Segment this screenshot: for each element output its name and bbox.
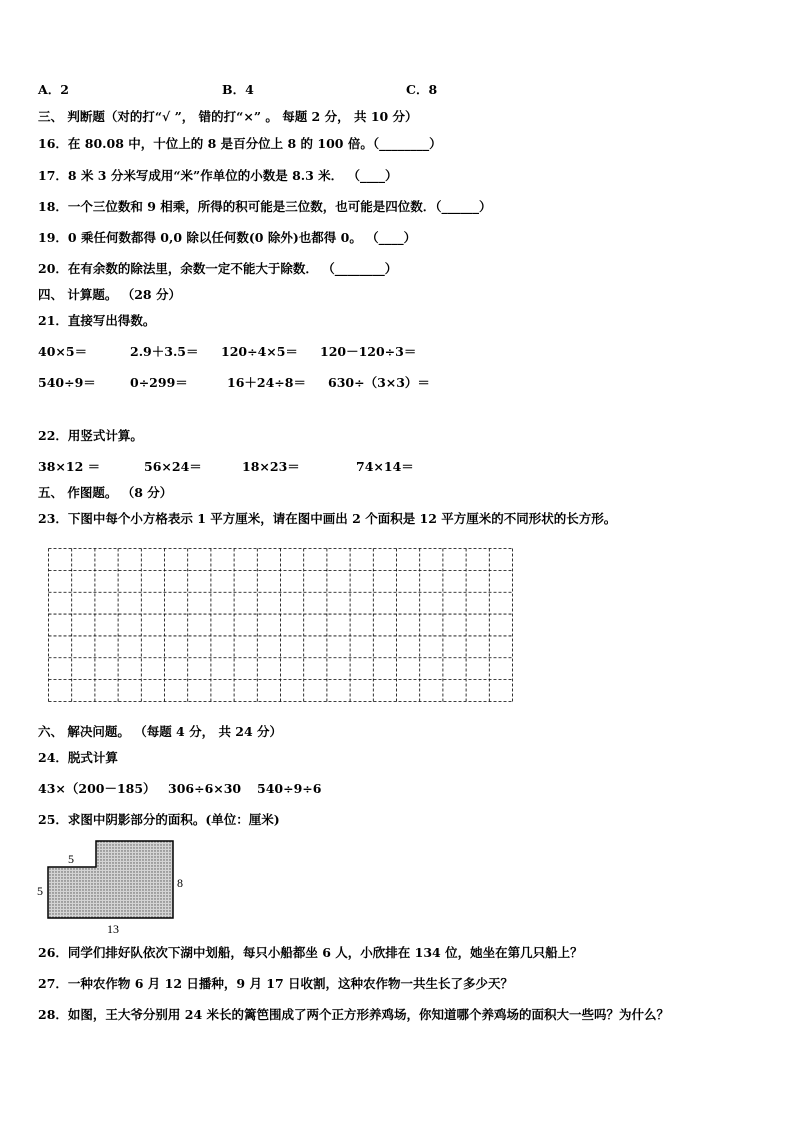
calc-item: 16＋24÷8＝	[227, 375, 306, 390]
question-16: 16．在 80.08 中，十位上的 8 是百分位上 8 的 100 倍。（________）	[38, 136, 442, 151]
question-26: 26．同学们排好队依次下湖中划船，每只小船都坐 6 人，小欣排在 134 位，她坐在第几只船上？	[38, 945, 583, 960]
section4-title: 四、 计算题。 （28 分）	[38, 287, 181, 302]
question-18: 18．一个三位数和 9 相乘，所得的积可能是三位数，也可能是四位数．（______）	[38, 199, 492, 214]
calc-item: 540÷9＝	[38, 375, 96, 390]
question-28: 28．如图，王大爷分别用 24 米长的篱笆围成了两个正方形养鸡场，你知道哪个养鸡场的面积大一些吗？为什么？	[38, 1007, 669, 1022]
section6-title: 六、 解决问题。 （每题 4 分， 共 24 分）	[38, 724, 283, 739]
section3-title: 三、 判断题（对的打“√ ”， 错的打“×” 。 每题 2 分， 共 10 分）	[38, 109, 418, 124]
shaded-region	[48, 841, 173, 918]
section5-title: 五、 作图题。 （8 分）	[38, 485, 173, 500]
question-22: 22．用竖式计算。	[38, 428, 143, 443]
shaded-shape-diagram	[34, 838, 194, 938]
vertical-calc-item: 18×23＝	[242, 459, 300, 474]
vertical-calc-item: 38×12 ＝	[38, 459, 101, 474]
dimension-label-bottom: 13	[107, 922, 119, 936]
dimension-label-top: 5	[68, 852, 74, 866]
dimension-label-left: 5	[37, 884, 43, 898]
vertical-calc-item: 74×14＝	[356, 459, 414, 474]
expression-item: 43×（200－185）	[38, 781, 156, 796]
question-21: 21．直接写出得数。	[38, 313, 156, 328]
calc-item: 120－120÷3＝	[320, 344, 417, 359]
drawing-grid	[48, 548, 513, 702]
calc-item: 2.9＋3.5＝	[130, 344, 199, 359]
question-25: 25．求图中阴影部分的面积。(单位：厘米)	[38, 812, 280, 827]
question-23: 23．下图中每个小方格表示 1 平方厘米，请在图中画出 2 个面积是 12 平方厘米的不同形状的长方形。	[38, 511, 617, 526]
question-19: 19．0 乘任何数都得 0,0 除以任何数(0 除外)也都得 0。 （____）	[38, 230, 417, 245]
shaded-figure	[34, 838, 194, 938]
dimension-label-right: 8	[177, 876, 183, 890]
choice-a: A．2	[38, 82, 69, 97]
expression-item: 306÷6×30	[168, 781, 242, 796]
calc-item: 40×5＝	[38, 344, 88, 359]
question-24: 24．脱式计算	[38, 750, 118, 765]
calc-item: 120÷4×5＝	[221, 344, 298, 359]
choice-b: B．4	[222, 82, 254, 97]
question-17: 17．8 米 3 分米写成用“米”作单位的小数是 8.3 米． （____）	[38, 168, 398, 183]
calc-item: 630÷（3×3）＝	[328, 375, 430, 390]
question-20: 20．在有余数的除法里，余数一定不能大于除数． （________）	[38, 261, 398, 276]
calc-item: 0÷299＝	[130, 375, 188, 390]
dashed-square-grid	[48, 548, 513, 702]
vertical-calc-item: 56×24＝	[144, 459, 202, 474]
choice-c: C．8	[406, 82, 438, 97]
expression-item: 540÷9÷6	[257, 781, 322, 796]
question-27: 27．一种农作物 6 月 12 日播种，9 月 17 日收割，这种农作物一共生长了多少天？	[38, 976, 514, 991]
